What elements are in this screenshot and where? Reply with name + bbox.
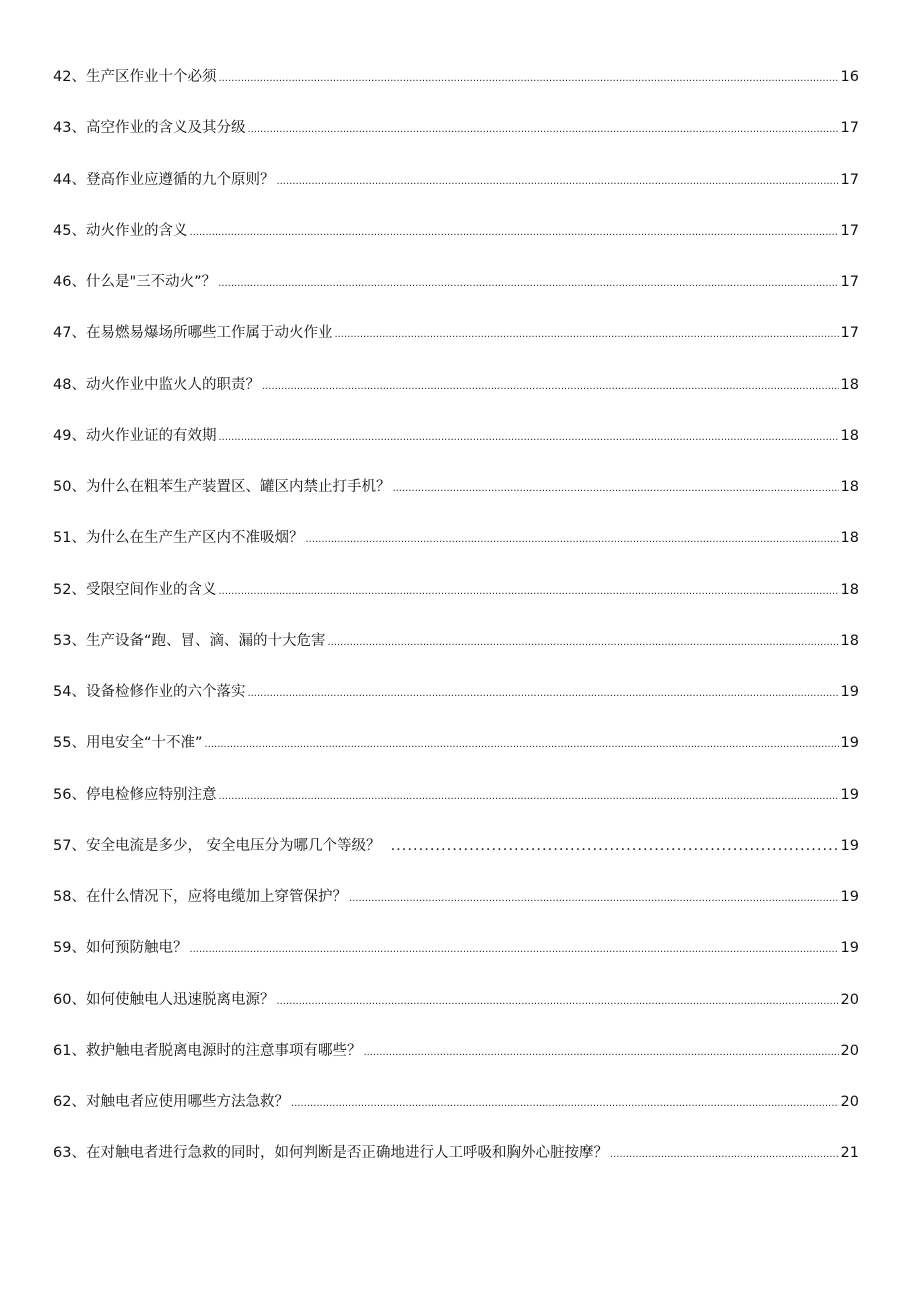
toc-entry-54[interactable] <box>53 679 859 730</box>
toc-entry-title: 48、动火作业中监火人的职责？ <box>53 376 260 393</box>
toc-entry-49[interactable] <box>53 423 859 474</box>
toc-entry-title: 43、高空作业的含义及其分级 <box>53 120 246 137</box>
toc-page-number: 21 <box>840 1145 859 1162</box>
toc-page-number: 19 <box>840 735 859 752</box>
toc-dot-leader <box>218 579 838 605</box>
toc-entry-43[interactable] <box>53 115 859 166</box>
toc-dot-leader <box>327 630 838 656</box>
toc-page-number: 18 <box>840 376 859 393</box>
toc-entry-title: 42、生产区作业十个必须 <box>53 69 217 85</box>
toc-page-number: 20 <box>840 991 859 1008</box>
toc-page-number: 16 <box>840 69 859 85</box>
toc-entry-title: 61、救护触电者脱离电源时的注意事项有哪些？ <box>53 1042 362 1059</box>
toc-entry-title: 56、停电检修应特别注意 <box>53 786 217 803</box>
toc-entry-title: 55、用电安全“十不准” <box>53 735 203 752</box>
toc-entry-55[interactable] <box>53 730 859 781</box>
toc-dot-leader <box>392 476 838 502</box>
toc-entry-title: 63、在对触电者进行急救的同时，如何判断是否正确地进行人工呼吸和胸外心脏按摩？ <box>53 1145 608 1162</box>
table-of-contents <box>53 64 859 1192</box>
toc-dot-leader <box>305 527 838 553</box>
toc-page-number: 19 <box>840 786 859 803</box>
toc-dot-leader <box>189 937 838 963</box>
toc-entry-title: 50、为什么在粗苯生产装置区、罐区内禁止打手机？ <box>53 479 391 495</box>
toc-entry-52[interactable] <box>53 577 859 628</box>
toc-entry-title: 58、在什么情况下，应将电缆加上穿管保护？ <box>53 889 347 905</box>
toc-dot-leader <box>218 784 838 810</box>
toc-dot-leader <box>334 322 838 348</box>
toc-entry-51[interactable] <box>53 525 859 576</box>
toc-page-number: 18 <box>840 581 859 598</box>
toc-entry-title: 49、动火作业证的有效期 <box>53 427 217 444</box>
toc-page-number: 18 <box>840 632 859 649</box>
toc-dot-leader <box>247 681 838 707</box>
toc-entry-50[interactable] <box>53 474 859 525</box>
toc-entry-title: 47、在易燃易爆场所哪些工作属于动火作业 <box>53 325 333 342</box>
toc-entry-53[interactable] <box>53 628 859 679</box>
toc-dot-leader <box>276 169 838 195</box>
toc-dot-leader <box>276 989 838 1015</box>
toc-page-number: 19 <box>840 889 859 905</box>
toc-dot-leader <box>218 271 838 297</box>
toc-entry-48[interactable] <box>53 372 859 423</box>
toc-entry-title: 62、对触电者应使用哪些方法急救？ <box>53 1094 289 1110</box>
toc-entry-42[interactable] <box>53 64 859 115</box>
toc-entry-title: 44、登高作业应遵循的九个原则？ <box>53 171 275 188</box>
toc-page-number: 17 <box>840 325 859 342</box>
toc-entry-44[interactable] <box>53 167 859 218</box>
toc-page-number: 17 <box>840 222 859 239</box>
toc-entry-title: 46、什么是"三不动火”？ <box>53 274 217 290</box>
toc-dot-leader <box>247 117 838 143</box>
toc-entry-62[interactable] <box>53 1089 859 1140</box>
toc-entry-45[interactable] <box>53 218 859 269</box>
toc-page-number: 17 <box>840 171 859 188</box>
toc-entry-47[interactable] <box>53 320 859 371</box>
toc-dot-leader <box>391 833 839 859</box>
toc-entry-title: 45、动火作业的含义 <box>53 222 188 239</box>
toc-page-number: 18 <box>840 479 859 495</box>
toc-page-number: 17 <box>840 274 859 290</box>
toc-entry-title: 51、为什么在生产生产区内不准吸烟？ <box>53 530 304 547</box>
toc-dot-leader <box>349 886 839 912</box>
toc-entry-61[interactable] <box>53 1038 859 1089</box>
toc-entry-title: 57、安全电流是多少， 安全电压分为哪几个等级？ <box>53 837 381 854</box>
toc-entry-60[interactable] <box>53 987 859 1038</box>
toc-dot-leader <box>291 1091 839 1117</box>
toc-dot-leader <box>363 1040 838 1066</box>
toc-entry-title: 59、如何预防触电？ <box>53 940 188 957</box>
toc-page-number: 19 <box>840 940 859 957</box>
toc-page-number: 18 <box>840 427 859 444</box>
toc-entry-59[interactable] <box>53 935 859 986</box>
toc-page-number: 20 <box>840 1094 859 1110</box>
toc-page-number: 18 <box>840 530 859 547</box>
toc-entry-58[interactable] <box>53 884 859 935</box>
toc-page-number: 19 <box>840 837 859 854</box>
toc-entry-title: 52、受限空间作业的含义 <box>53 581 217 598</box>
toc-dot-leader <box>262 374 839 400</box>
toc-dot-leader <box>218 66 838 92</box>
toc-page-number: 20 <box>840 1042 859 1059</box>
toc-entry-title: 54、设备检修作业的六个落实 <box>53 684 246 700</box>
toc-entry-title: 60、如何使触电人迅速脱离电源？ <box>53 991 275 1008</box>
toc-dot-leader <box>189 220 838 246</box>
toc-entry-63[interactable] <box>53 1140 859 1191</box>
toc-dot-leader <box>204 732 838 758</box>
toc-dot-leader <box>610 1142 839 1168</box>
toc-entry-title: 53、生产设备“跑、冒、滴、漏的十大危害 <box>53 632 326 649</box>
toc-entry-57[interactable] <box>53 833 859 884</box>
toc-dot-leader <box>218 425 838 451</box>
toc-entry-46[interactable] <box>53 269 859 320</box>
toc-page-number: 19 <box>840 684 859 700</box>
toc-page-number: 17 <box>840 120 859 137</box>
toc-entry-56[interactable] <box>53 782 859 833</box>
